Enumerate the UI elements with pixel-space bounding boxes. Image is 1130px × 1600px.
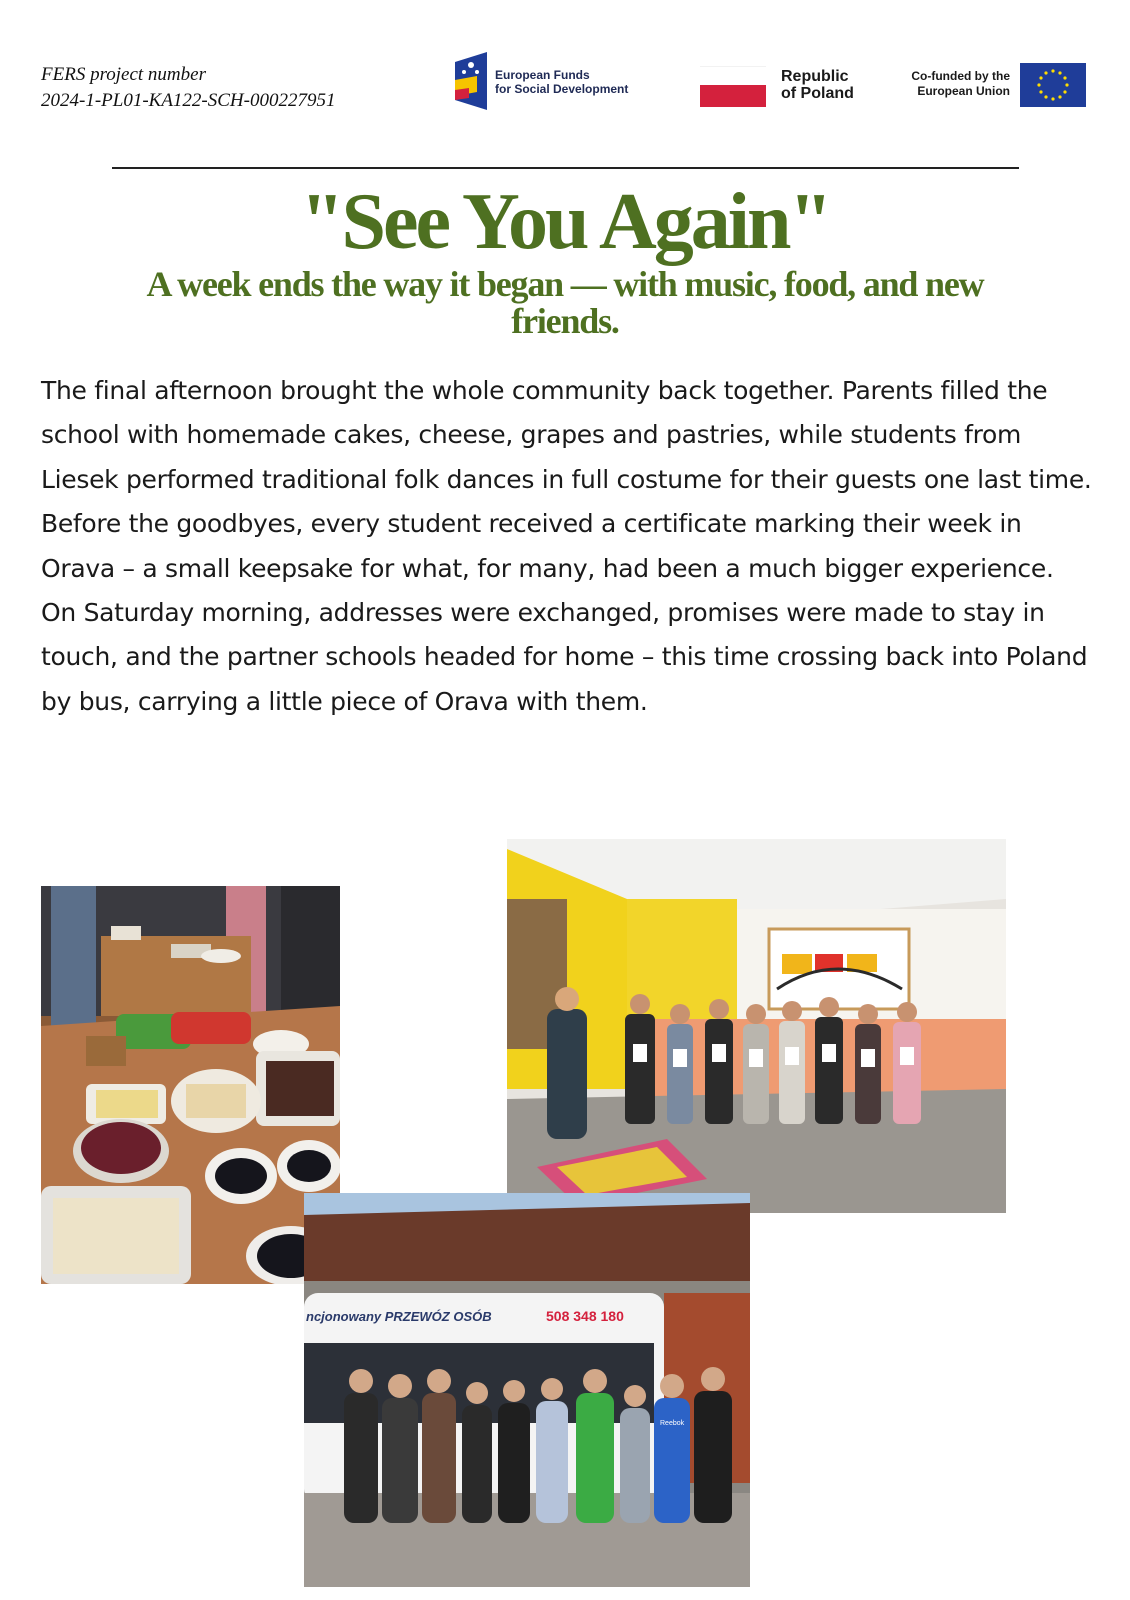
paragraph-departure: On Saturday morning, addresses were exchanged, promises were made to stay in touch, and the partner schools headed for home – this time crossing back into Poland by bus, carrying a little piece of Orava with them.	[41, 598, 1088, 716]
paragraph-community: The final afternoon brought the whole community back together. Parents filled the school with homemade cakes, cheese, grapes and pastries, while students from Liesek performed traditional folk dances in full costume for their guests one last time.	[41, 376, 1092, 494]
european-funds-logo	[455, 52, 645, 114]
eu-text	[911, 69, 1010, 99]
eu-line-2: European Union	[917, 84, 1010, 98]
poland-line-1: Republic	[781, 68, 849, 85]
paragraph-certificates: Before the goodbyes, every student received a certificate marking their week in Orava – a small keepsake for what, for many, had been a much bigger experience.	[41, 509, 1054, 583]
bus-sign-phone: 508 348 180	[546, 1308, 624, 1324]
shirt-text: Reebok	[660, 1420, 685, 1427]
certificates-photo	[507, 839, 1006, 1213]
article-body	[41, 369, 1101, 724]
page-header	[0, 0, 1130, 140]
project-number: 2024-1-PL01-KA122-SCH-000227951	[41, 90, 336, 111]
project-label: FERS project number	[41, 64, 206, 85]
republic-of-poland-logo	[700, 66, 870, 108]
poland-line-2: of Poland	[781, 85, 854, 102]
eu-cofunded-logo	[900, 63, 1086, 107]
european-funds-emblem-icon	[455, 52, 487, 110]
poland-text	[781, 68, 854, 102]
efsd-line-2: for Social Development	[495, 82, 629, 96]
header-divider	[112, 167, 1019, 169]
food-table-photo	[41, 886, 340, 1284]
eu-line-1: Co-funded by the	[911, 69, 1010, 83]
efsd-line-1: European Funds	[495, 68, 590, 82]
poland-flag-icon	[700, 66, 766, 106]
project-info	[41, 62, 335, 114]
article-subtitle: A week ends the way it began — with music, food, and new friends.	[146, 264, 984, 341]
european-funds-text	[495, 68, 628, 96]
eu-flag-icon	[1020, 63, 1086, 107]
article-title: "See You Again"	[300, 178, 830, 266]
bus-departure-photo	[304, 1193, 750, 1587]
bus-sign-company: ncjonowany PRZEWÓZ OSÓB	[306, 1309, 492, 1324]
